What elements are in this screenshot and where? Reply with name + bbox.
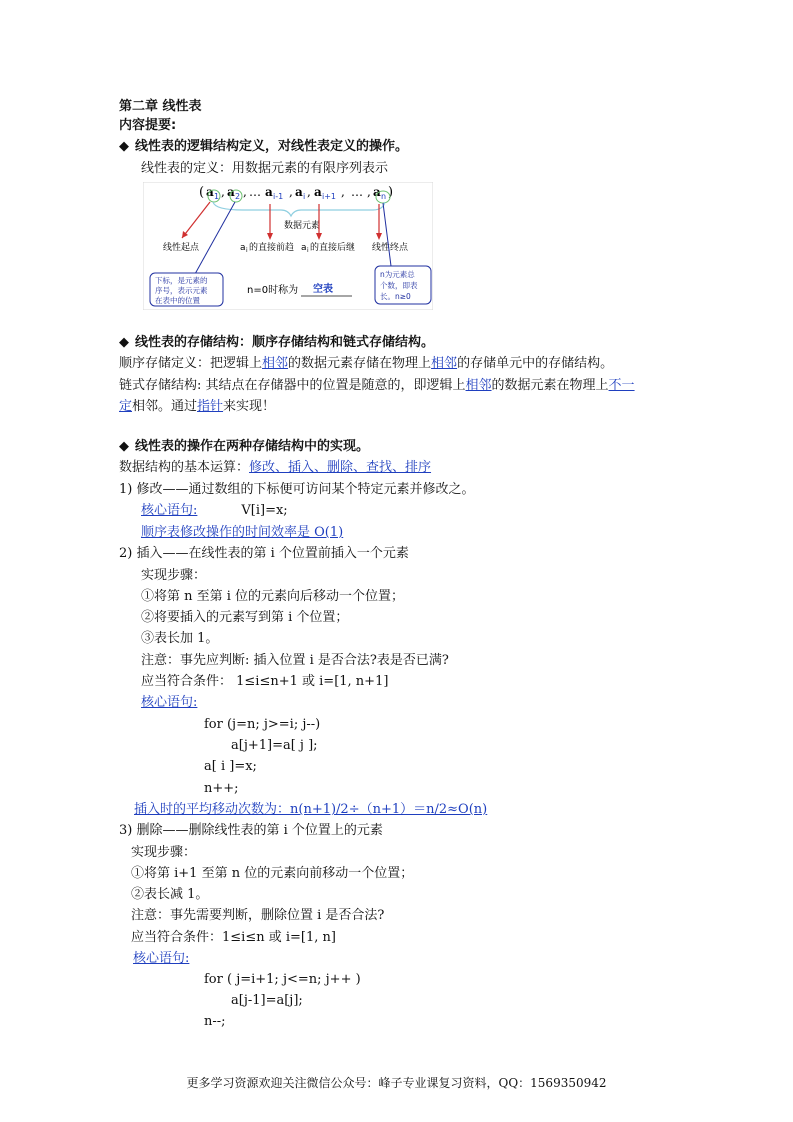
section1-heading [119,138,408,156]
label-succ: 的直接后继 [310,243,356,253]
label-pred: 的直接前趋 [249,243,295,253]
label-elements: 数据元素 [284,221,321,231]
bullet-diamond-icon: ◆ [119,139,129,154]
basic-operations [119,459,431,477]
sequential-storage-definition [119,355,613,373]
modify-efficiency: 顺序表修改操作的时间效率是 O(1) [141,525,344,540]
basic-ops-list: 修改、插入、删除、查找、排序 [249,460,432,475]
seq-ai: a [295,185,303,199]
seq-a2: a [227,185,235,199]
seq-a1-sub: 1 [214,192,220,201]
insert-code-1: for (j=n; j>=i; j--) [204,717,321,732]
linked-storage-definition [119,377,635,395]
seq-an: a [373,185,381,199]
insert-average-moves: 插入时的平均移动次数为：n(n+1)/2÷（n+1）＝n/2≈O(n) [134,802,488,817]
seq-ai-sub: i [303,192,306,201]
bullet-diamond-icon: ◆ [119,439,129,454]
text-run: 来实现！ [223,399,276,414]
delete-step-2: ②表长减 1。 [131,887,209,902]
text-run: 链式存储结构: 其结点在存储器中的位置是随意的，即逻辑上 [119,378,466,393]
note-index-line1: 下标，是元素的 [155,276,208,285]
seq-ai-1: a [265,185,273,199]
note-index-line3: 在表中的位置 [155,296,200,305]
section3-heading [119,438,369,456]
keyword-not-necessarily-cont: 定 [119,399,133,414]
core-label: 核心语句: [141,503,198,518]
section3-heading-text: 线性表的操作在两种存储结构中的实现。 [135,439,370,454]
insert-note: 注意：事先应判断: 插入位置 i 是否合法?表是否已满? [141,653,449,668]
insert-title: 2) 插入——在线性表的第 i 个位置前插入一个元素 [119,546,409,561]
modify-title: 1) 修改——通过数组的下标便可访问某个特定元素并修改之。 [119,482,475,497]
seq-dots2: … [351,185,363,199]
insert-code-2: a[j+1]=a[ j ]; [231,738,318,753]
text-run: 顺序存储定义：把逻辑上 [119,356,263,371]
seq-an-sub: n [381,192,387,201]
label-pred-sub: i [246,247,248,254]
seq-ai-1-sub: i-1 [273,192,284,201]
empty-table-label: 空表 [313,284,333,295]
note-n-line2: 个数，即表 [380,281,418,290]
delete-title: 3) 删除——删除线性表的第 i 个位置上的元素 [119,823,383,838]
label-pred-a: a [240,243,246,253]
keyword-not-necessarily: 不一 [608,378,635,393]
linear-list-diagram [143,182,433,310]
core-statement-modify [141,502,288,520]
page-footer: 更多学习资源欢迎关注微信公众号：峰子专业课复习资料，QQ：1569350942 [186,1076,607,1090]
seq-comma1: , [221,185,225,199]
note-n-line1: n为元素总 [380,270,415,279]
text-run: 的数据元素存储在物理上 [288,356,432,371]
seq-dots1: … [249,185,261,199]
insert-condition: 应当符合条件： 1≤i≤n+1 或 i=[1, n+1] [141,674,389,689]
keyword-adjacent: 相邻 [431,356,458,371]
delete-step-1: ①将第 i+1 至第 n 位的元素向前移动一个位置； [131,866,414,881]
seq-comma4: , [307,185,311,199]
section2-heading-text: 线性表的存储结构：顺序存储结构和链式存储结构。 [135,335,435,350]
section1-heading-text: 线性表的逻辑结构定义，对线性表定义的操作。 [135,139,409,154]
seq-comma6: , [367,185,371,199]
keyword-adjacent: 相邻 [262,356,289,371]
keyword-adjacent: 相邻 [465,378,492,393]
core-label-delete: 核心语句: [133,951,190,966]
delete-code-1: for ( j=i+1; j<=n; j++ ) [204,972,361,987]
seq-close: ) [388,185,394,200]
insert-code-4: n++; [204,781,239,796]
section2-heading [119,334,434,352]
note-index-line2: 序号，表示元素 [155,286,208,295]
delete-note: 注意：事先需要判断，删除位置 i 是否合法? [131,908,385,923]
bullet-diamond-icon: ◆ [119,335,129,350]
label-start: 线性起点 [163,243,200,253]
diagram-svg [143,182,433,310]
text-run: 的数据元素在物理上 [491,378,609,393]
delete-code-2: a[j-1]=a[j]; [231,993,303,1008]
seq-a2-sub: 2 [235,192,241,201]
keyword-pointer: 指针 [197,399,224,414]
insert-step-3: ③表长加 1。 [141,631,219,646]
insert-step-1: ①将第 n 至第 i 位的元素向后移动一个位置； [141,589,405,604]
insert-steps-label: 实现步骤： [141,568,207,583]
delete-code-3: n--; [204,1014,226,1029]
seq-comma5: , [341,185,345,199]
text-run: 的存储单元中的存储结构。 [457,356,614,371]
insert-step-2: ②将要插入的元素写到第 i 个位置； [141,610,349,625]
n-zero-label: n=0时称为 [247,285,299,296]
chapter-title: 第二章 线性表 [119,99,202,114]
note-n-line3: 长。n≥0 [380,292,411,301]
insert-code-3: a[ i ]=x; [204,759,257,774]
seq-aip1-sub: i+1 [322,192,337,201]
seq-aip1: a [314,185,322,199]
seq-comma3: , [289,185,293,199]
core-label-insert: 核心语句: [141,695,198,710]
text-run: 相邻。通过 [132,399,198,414]
definition-line: 线性表的定义：用数据元素的有限序列表示 [141,161,389,176]
label-succ-sub: i [307,247,309,254]
core-code: V[i]=x; [241,503,288,518]
delete-steps-label: 实现步骤： [131,845,197,860]
label-end: 线性终点 [372,243,409,253]
basic-ops-label: 数据结构的基本运算： [119,460,250,475]
seq-a1: a [206,185,214,199]
seq-open: ( [199,185,205,200]
seq-comma2: , [243,185,247,199]
summary-heading: 内容提要: [119,118,177,133]
delete-condition: 应当符合条件：1≤i≤n 或 i=[1, n] [131,930,336,945]
linked-storage-definition-cont [119,398,275,416]
label-succ-a: a [301,243,307,253]
